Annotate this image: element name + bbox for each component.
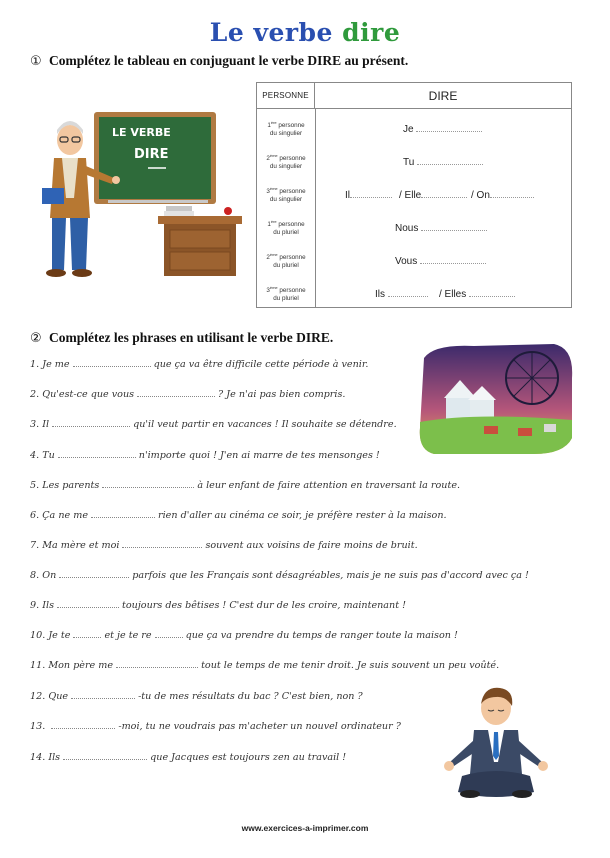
pronoun: Vous <box>395 256 418 267</box>
pronoun: Je <box>403 124 414 135</box>
person-label: 1ère personne du pluriel <box>267 219 305 237</box>
sentence-14: 14. Ils que Jacques est toujours zen au travail ! <box>30 752 347 763</box>
answer-blank[interactable] <box>52 418 130 427</box>
person-label: 3ème personne du singulier <box>266 186 306 204</box>
answer-blank[interactable] <box>416 123 482 132</box>
exercise1-instruction <box>30 53 408 69</box>
board-line2: DIRE <box>134 147 169 162</box>
footer-url[interactable]: www.exercices-a-imprimer.com <box>241 823 369 833</box>
conjugation-cell <box>315 276 571 309</box>
person-label: 3ème personne du pluriel <box>266 285 306 303</box>
answer-blank[interactable] <box>155 629 183 638</box>
conjugation-table <box>256 82 572 308</box>
pronoun: / Elles <box>439 289 467 300</box>
table-row <box>257 144 571 177</box>
sentence-3: 3. Il qu'il veut partir en vacances ! Il souhaite se détendre. <box>30 419 397 430</box>
answer-blank[interactable] <box>51 720 115 729</box>
pronoun: Tu <box>403 157 415 168</box>
person-label: 2ème personne du pluriel <box>266 252 306 270</box>
exercise1-number: ① <box>30 54 42 69</box>
pronoun: / On <box>471 190 490 201</box>
meditating-man-illustration <box>440 684 552 808</box>
answer-blank[interactable] <box>350 189 392 198</box>
answer-blank[interactable] <box>420 255 486 264</box>
person-label: 2ème personne du singulier <box>266 153 306 171</box>
answer-blank[interactable] <box>417 156 483 165</box>
answer-blank[interactable] <box>59 569 129 578</box>
sentence-2: 2. Qu'est-ce que vous ? Je n'ai pas bien compris. <box>30 389 346 400</box>
sentence-4: 4. Tu n'importe quoi ! J'en ai marre de tes mensonges ! <box>30 450 380 461</box>
header-person: PERSONNE <box>257 83 315 109</box>
table-row <box>257 243 571 276</box>
exercise1-text: Complétez le tableau en conjuguant le verbe DIRE au présent. <box>49 53 409 68</box>
board-line1: LE VERBE <box>112 126 171 139</box>
title-part1: Le verbe <box>209 18 333 47</box>
sentence-5: 5. Les parents à leur enfant de faire attention en traversant la route. <box>30 480 461 491</box>
pronoun: Ils <box>375 289 385 300</box>
answer-blank[interactable] <box>102 479 194 488</box>
sentence-1: 1. Je me que ça va être difficile cette période à venir. <box>30 359 369 370</box>
answer-blank[interactable] <box>116 659 198 668</box>
person-label: 1ère personne du singulier <box>267 120 305 138</box>
answer-blank[interactable] <box>91 509 155 518</box>
pronoun: / Elle <box>399 190 422 201</box>
answer-blank[interactable] <box>122 539 202 548</box>
sentence-12: 12. Que -tu de mes résultats du bac ? C'est bien, non ? <box>30 691 363 702</box>
answer-blank[interactable] <box>469 288 515 297</box>
table-row <box>257 210 571 243</box>
answer-blank[interactable] <box>421 189 467 198</box>
answer-blank[interactable] <box>73 629 101 638</box>
header-verb: DIRE <box>428 89 458 103</box>
sentence-8: 8. On parfois que les Français sont désagréables, mais je ne suis pas d'accord avec ça ! <box>30 570 529 581</box>
sentence-11: 11. Mon père me tout le temps de me tenir droit. Je suis souvent un peu voûté. <box>30 660 500 671</box>
exercise2-number: ② <box>30 331 42 346</box>
conjugation-cell <box>315 243 571 276</box>
title-part2: dire <box>342 18 401 47</box>
answer-blank[interactable] <box>490 189 534 198</box>
fairground-illustration <box>414 338 576 456</box>
conjugation-cell <box>315 210 571 243</box>
sentence-9: 9. Ils toujours des bêtises ! C'est dur de les croire, maintenant ! <box>30 600 406 611</box>
answer-blank[interactable] <box>57 599 119 608</box>
conjugation-cell <box>315 144 571 177</box>
sentence-10: 10. Je te et je te re que ça va prendre du temps de ranger toute la maison ! <box>30 630 458 641</box>
sentence-13: 13. -moi, tu ne voudrais pas m'acheter un nouvel ordinateur ? <box>30 721 401 732</box>
answer-blank[interactable] <box>71 690 135 699</box>
page-title <box>0 18 610 47</box>
answer-blank[interactable] <box>388 288 428 297</box>
answer-blank[interactable] <box>63 751 147 760</box>
exercise2-instruction <box>30 330 333 346</box>
teacher-illustration <box>38 108 248 283</box>
answer-blank[interactable] <box>137 388 215 397</box>
sentence-7: 7. Ma mère et moi souvent aux voisins de faire moins de bruit. <box>30 540 418 551</box>
table-row <box>257 111 571 144</box>
conjugation-cell <box>315 111 571 144</box>
conjugation-cell <box>315 177 571 210</box>
table-row <box>257 177 571 210</box>
answer-blank[interactable] <box>58 449 136 458</box>
answer-blank[interactable] <box>421 222 487 231</box>
table-row <box>257 276 571 309</box>
sentence-6: 6. Ça ne me rien d'aller au cinéma ce soir, je préfère rester à la maison. <box>30 510 447 521</box>
exercise2-text: Complétez les phrases en utilisant le verbe DIRE. <box>49 330 334 345</box>
answer-blank[interactable] <box>73 358 151 367</box>
table-header <box>257 83 571 109</box>
pronoun: Il <box>345 190 350 201</box>
pronoun: Nous <box>395 223 419 234</box>
